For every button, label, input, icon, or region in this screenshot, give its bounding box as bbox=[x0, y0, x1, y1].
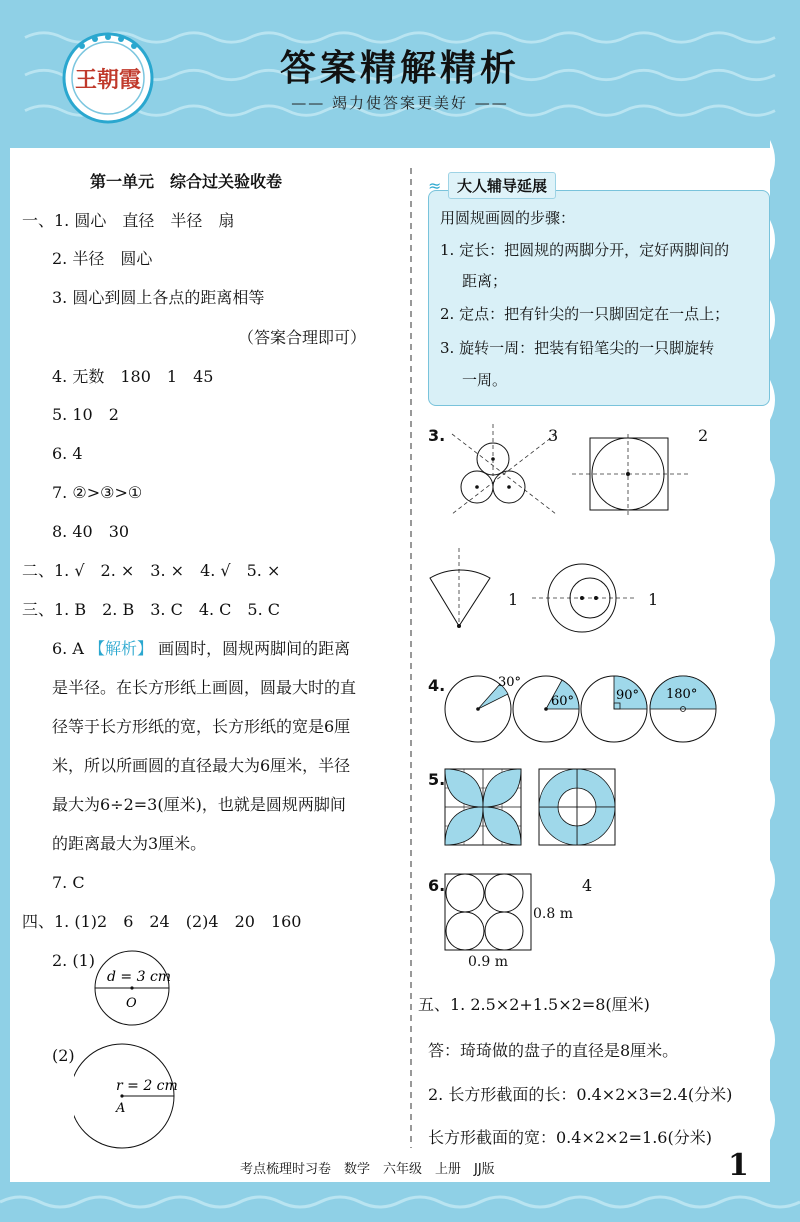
right-wave-border bbox=[770, 140, 800, 1200]
analysis-line-5: 最大为6÷2=3(厘米)，也就是圆规两脚间 bbox=[52, 795, 346, 814]
answer-2: 二、1. √ 2. × 3. × 4. √ 5. × bbox=[22, 561, 281, 580]
answer-1-7: 7. ②>③>① bbox=[52, 483, 143, 502]
analysis-line-6: 的距离最大为3厘米。 bbox=[52, 834, 207, 853]
angle-circles-figure bbox=[444, 672, 722, 746]
pinwheel-pattern-figure bbox=[538, 768, 616, 846]
circle-in-square-figure bbox=[572, 434, 692, 518]
four-circles-figure bbox=[444, 872, 534, 952]
q3-count-a: 3 bbox=[548, 426, 559, 445]
q3-label: 3. bbox=[428, 426, 446, 445]
answer-1-4: 4. 无数 180 1 45 bbox=[52, 367, 214, 386]
answer-4-1: 四、1. (1)2 6 24 (2)4 20 160 bbox=[22, 912, 302, 931]
three-circles-figure bbox=[444, 424, 564, 524]
q6-count: 4 bbox=[582, 876, 593, 895]
answer-5-2-width: 长方形截面的宽：0.4×2×2=1.6(分米) bbox=[428, 1128, 712, 1147]
answer-1-3: 3. 圆心到圆上各点的距离相等 bbox=[52, 288, 265, 307]
answer-1-8: 8. 40 30 bbox=[52, 522, 130, 541]
column-divider bbox=[409, 168, 413, 1148]
center-label-a: A bbox=[116, 1101, 126, 1116]
answer-3-7: 7. C bbox=[52, 873, 85, 892]
q6-label: 6. bbox=[428, 876, 446, 895]
q5-label: 5. bbox=[428, 770, 446, 789]
footer-info: 考点梳理时习卷 数学 六年级 上册 JJ版 bbox=[240, 1162, 495, 1177]
page-title: 答案精解精析 bbox=[279, 48, 520, 89]
answer-4-2b-label: (2) bbox=[52, 1046, 75, 1065]
answer-5-1-conclusion: 答：琦琦做的盘子的直径是8厘米。 bbox=[428, 1041, 679, 1060]
angle-30-label: 30° bbox=[498, 675, 522, 690]
q3-count-c: 1 bbox=[508, 590, 519, 609]
analysis-line-1: 画圆时，圆规两脚间的距离 bbox=[158, 639, 351, 658]
flower-pattern-figure bbox=[444, 768, 522, 846]
answer-3-6-head: 6. A bbox=[52, 639, 84, 658]
answer-3-6 bbox=[52, 639, 350, 659]
footer-band bbox=[0, 1182, 800, 1222]
logo-text: 王朝霞 bbox=[74, 67, 142, 93]
q3-count-b: 2 bbox=[698, 426, 709, 445]
q6-height-label: 0.8 m bbox=[533, 906, 573, 922]
angle-90-label: 90° bbox=[616, 688, 640, 703]
brand-logo bbox=[62, 32, 154, 124]
circle-diameter-figure bbox=[90, 948, 180, 1028]
q6-width-label: 0.9 m bbox=[468, 954, 508, 970]
answer-1-5: 5. 10 2 bbox=[52, 405, 119, 424]
angle-60-label: 60° bbox=[551, 694, 575, 709]
diameter-label: d = 3 cm bbox=[107, 969, 172, 985]
tip-line-2: 1. 定长：把圆规的两脚分开，定好两脚间的 bbox=[440, 241, 730, 259]
tip-line-6: 一周。 bbox=[462, 371, 508, 389]
nested-circles-figure bbox=[532, 560, 638, 638]
answer-1-1: 一、1. 圆心 直径 半径 扇 bbox=[22, 211, 235, 230]
angle-180-label: 180° bbox=[666, 687, 698, 702]
analysis-line-2: 是半径。在长方形纸上画圆，圆最大时的直 bbox=[52, 678, 357, 697]
answer-5-1: 五、1. 2.5×2+1.5×2=8(厘米) bbox=[418, 995, 650, 1014]
analysis-line-4: 米，所以所画圆的直径最大为6厘米，半径 bbox=[52, 756, 351, 775]
unit-title: 第一单元 综合过关验收卷 bbox=[90, 172, 283, 191]
q3-count-d: 1 bbox=[648, 590, 659, 609]
q4-label: 4. bbox=[428, 676, 446, 695]
analysis-line-3: 径等于长方形纸的宽，长方形纸的宽是6厘 bbox=[52, 717, 351, 736]
tip-line-1: 用圆规画圆的步骤： bbox=[440, 209, 576, 227]
center-label-o: O bbox=[126, 996, 137, 1011]
wave-icon: ≈ bbox=[428, 176, 442, 195]
page-subtitle: —— 竭力使答案更美好 —— bbox=[291, 94, 509, 112]
circle-radius-figure bbox=[74, 1040, 184, 1152]
answer-3: 三、1. B 2. B 3. C 4. C 5. C bbox=[22, 600, 281, 619]
answer-5-2-length: 2. 长方形截面的长：0.4×2×3=2.4(分米) bbox=[428, 1085, 733, 1104]
analysis-tag: 【解析】 bbox=[89, 639, 154, 658]
page-number: 1 bbox=[728, 1148, 749, 1183]
answer-4-2-label: 2. (1) bbox=[52, 951, 96, 970]
radius-label: r = 2 cm bbox=[116, 1078, 178, 1094]
tip-line-4: 2. 定点：把有针尖的一只脚固定在一点上； bbox=[440, 305, 730, 323]
answer-1-3-note: （答案合理即可） bbox=[238, 328, 367, 347]
answer-1-6: 6. 4 bbox=[52, 444, 83, 463]
answer-1-2: 2. 半径 圆心 bbox=[52, 249, 153, 268]
tip-line-5: 3. 旋转一周：把装有铅笔尖的一只脚旋转 bbox=[440, 339, 715, 357]
tip-line-3: 距离； bbox=[462, 272, 508, 290]
sector-figure bbox=[428, 548, 498, 630]
tip-box-tag: 大人辅导延展 bbox=[448, 172, 556, 199]
